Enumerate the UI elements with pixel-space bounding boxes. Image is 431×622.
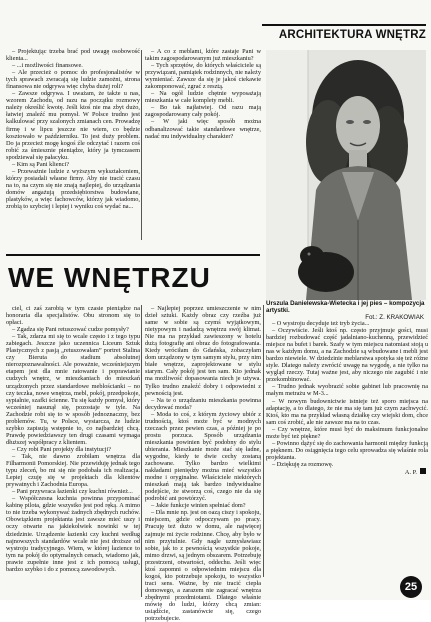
header-rule — [262, 24, 426, 26]
paragraph: – Trudno jednak wyobrazić sobie gabinet lub pracownię na małym metrażu w M-3... — [266, 383, 428, 398]
column-upper-left — [6, 48, 140, 240]
column-divider — [141, 50, 142, 240]
photo-credit: Fot.: Z. KRAKOWIAK — [365, 314, 424, 322]
paragraph: – Na ogół ludzie chętnie wyposażają mieszkania w całe komplety mebli. — [145, 90, 261, 105]
paragraph: – Bo tak najłatwiej. Od razu mają zagospodarowany cały pokój. — [145, 104, 261, 119]
paragraph: – W nowym budownictwie istnieje też sporo miejsca na adaptację, a to dlatego, że nie ma się tam już czym zachwycić. Ktoś, kto ma na przykład własną działkę czy wiejski dom, chce sam coś zrobić, ale nie zawsze ma na to czas. — [266, 397, 428, 426]
column-lower-right — [266, 320, 428, 582]
paragraph: – Przeważnie ludzie z wyższym wykształceniem, którzy posiadali własne firmy. Aby nie tracić czasu na to, na czym się nie znają najlepiej, do urządzania domów angażują przedsiębiorstwa budowlane, plastyków, a więc fachowców, którzy jak wiadomo, zrobią to szybciej i lepiej i wyniku coś wydać na... — [6, 167, 140, 211]
paragraph: – Tych sprzętów, do których właściciele są przywiązani, pamiątek rodzinnych, nie należy wymieniać. Zawsze da się je jakoś ciekawie zakomponować, zgrać z resztą. — [145, 62, 261, 91]
author-signature — [266, 468, 428, 476]
caption-text: Urszula Danielewska-Wietecka i jej pies – kompozycja artystki. — [266, 300, 425, 315]
column-lower-left — [6, 305, 140, 600]
section-header — [262, 22, 426, 44]
paragraph: ciel, ci zaś zarobią w tym czasie pieniądze na honoraria dla specjalistów. Obu stronom się to opłaci. — [6, 305, 140, 327]
section-title: ARCHITEKTURA WNĘTRZ — [278, 29, 426, 41]
column-divider — [141, 305, 142, 597]
paragraph: – O wystroju decyduje też tryb życia... — [272, 320, 370, 327]
paragraph: – Tak, nie dawno zrobiłam wnętrza dla Filharmonii Pomorskiej. Nie przewiduję jednak tego typu zleceń, bo mi się nie podobała ich realizacja. Lepiej czuję się w projektach dla klientów prywatnych i Zachodnia Europa. — [6, 452, 140, 489]
paragraph: – Kim są Pani klienci? — [12, 160, 70, 168]
paragraph: – Moda to coś, z którym życiowy ubiór z trudnością, ktoś może być w modnych rzeczach przez pewien czas, a później je po prostu porzuca. Sposób urządzania mieszkania powinien być podobny do stylu ubierania. Mieszkanie może stać się ładne, wygodne, kiedy te dwie cechy zostaną zachowane. Tylko bardzo wielkimi nakładami pieniędzy można mieć wszystko modne i oryginalne. Właściciele niektórych mieszkań mają tak bardzo indywidualne podejście, że stworzą coś, czego nie da się podrobić ani powtórzyć. — [145, 410, 261, 503]
paragraph: – Zawsze odgrywa. I uważam, że także u nas, wzorem Zachodu, od razu na początku rozmowy należy określić kwotę. Jeśli ktoś nie ma zbyt dużo, łatwiej znaleźć mu pomysł. W Polsce trudno jest kalkulować przy szalonych zmianach cen. Prowadzę firmę i w lipcu jeszcze nie wiem, co będzie kosztowało w październiku. To jest duży problem. Do ja przecież mogę kogoś źle odczytać i razem coś robić za śmiesznie pieniądze, który ja tymczasem spodziewał się pałacyku. — [6, 90, 140, 161]
photo-caption — [266, 300, 428, 322]
paragraph: – Najlepiej poprzez umieszczenie w nim dzieł sztuki. Każdy obraz czy rzeźba już same w sobie są czymś wyjątkowym, nietypowym i nadadzą wnętrzu swój klimat. Nie ma na przykład zawieszony w hotelu dużą fotografię ani obraz do fotografowania. Kiedy wróciłam do Gdańska, zobaczyłam dom urządzony w tym samym stylu, przy nim białe wnętrze, zaprojektowane w stylu starym. Cały pokój jest ten sam. Kto jednak ma możliwość dopasowania niech je używa. Tylko trudno znaleźć dobry i odpowiedni z pewnością jest. — [145, 305, 261, 397]
paragraph: – Czy wnętrze, które musi być do maksimum funkcjonalne może być też piękne? — [266, 425, 428, 440]
paragraph: – Pani przywraca łazienki czy kuchni również... — [12, 488, 133, 496]
paragraph: – Czy robi Pani projekty dla instytucji? — [12, 445, 111, 453]
paragraph: – Dziękuję za rozmowę. — [272, 460, 334, 468]
paragraph: – Powinno dążyć się do zachowania harmonii między funkcją a pięknem. Do osiągnięcia tego celu sprowadza się właśnie rola projektanta. — [266, 439, 428, 461]
headline: WE WNĘTRZU — [8, 262, 211, 293]
paragraph: – Na te o urządzaniu mieszkania powinna decydować moda? — [145, 396, 261, 411]
headline-rule — [6, 254, 260, 256]
portrait-photo — [266, 50, 426, 300]
column-divider — [263, 305, 264, 577]
paragraph: – Tak, zdarza mi się to wcale często i z tego typu zabiegach. Jeszcze jako uczennica Liceum Sztuk Plastycznych z pasją „retuszowałam” portret Stalina czy Bieruta do stadium absolutnej nierozpoznawalności. Ale poważnie, wcześniejszym etapem jest dla mnie ratowanie i poprawianie cudzych wnętrz, w mieszkaniach do mieszkań urządzonych przez standardowe meblościanki – no czy teczka, nowe wnętrza, mebl, pokój, przedpokoje, sypialnie, szafki ścienne. Tu się każdy pomysł, który wcześniej nasunął się, pozostaje w tyle. Na Zachodzie robi się to w sposób jednoznaczny, bez problemów. Tu, w Polsce, wystarcza, że ludzie szybko zapisują wstępnie to, co najbardziej chcą. Prawdę powiedziawszy ten drugi czasami wymaga dłuższej współpracy z klientem. — [6, 333, 140, 446]
paragraph: – W jaki więc sposób można odbanalizować takie standardowe wnętrze, nadać mu indywidualny charakter? — [145, 118, 261, 140]
paragraph: – Oczywiście. Jeśli ktoś np. często przyjmuje gości, musi bardziej rozbudować część jadalniano-kuchenną, przewidzieć miejsce na bufet i barek. Szafy w tym miejscu natomiast stoją u nas w każdym domu, a na Zachodzie są wbudowane i mebli jest bardzo niewiele. W dziedzinie meblarstwa spotyka się też różne style. Dlatego należy zwrócić uwagę na wygodę, a nie tylko na wygląd rzeczy. Tutaj ważne jest, aby niczego nie zagubić i nie przekombinować. — [266, 327, 428, 384]
paragraph: – Dla mnie np. jest on oazą ciszy i spokoju, miejscem, gdzie odpoczywam po pracy. Pracuję też dużo w domu, ale najwięcej zajmuje mi życie rodzinne. Chcę, aby było w nim przytulnie. Gdy nagle uzmysławiasz sobie, jak to z pewnością wszystkie pokoje, mimo drzwi, są jednym obszarem. Potrzebuję przestrzeni, otwartości, oddechu. Jeśli więc ktoś zapomni o odpowiednim miejscu dla kogoś, kto potrzebuje spokoju, to wszystko traci sens. Ważne, by nie tracić ciepła domowego, a zarazem nie zagracać wnętrza zbędnymi przedmiotami. Dlatego właśnie mówię do ludzi, którzy chcą zmian: usiądźcie, zastanówcie się, czego potrzebujecie. — [145, 509, 261, 622]
paragraph: – Współczesna kuchnia powinna przypominać kabinę pilota, gdzie wszystko jest pod ręką. A mimo to nie trzeba wykonywać żadnych zbędnych ruchów. Obowiązkiem projektanta jest zawsze mieć uszy i oczy otwarte na jakiekolwiek nowinki w tej dziedzinie. Urządzenie łazienki czy kuchni według najnowszych standardów wcale nie jest droższe od wystroju tradycyjnego. Wiem, w której łazience to tym na pokój do optymalnych cenach, wiadomo jak, prawie zupełnie inne jest z ich pomocą usługi, bardzo szybko i do z pomocą zawodowych. — [6, 495, 140, 573]
headline-block — [6, 254, 260, 300]
signature-text: A. P. — [404, 468, 417, 476]
page-number: 25 — [400, 576, 422, 598]
paragraph: – Jakie funkcje winien spełniać dom? — [151, 502, 246, 510]
portrait-illustration — [266, 50, 426, 300]
paragraph: – Projektując trzeba brać pod uwagę osobowość klienta... — [6, 48, 140, 63]
paragraph: – ...i możliwości finansowe. — [12, 62, 83, 70]
paragraph: – A co z meblami, które zastaje Pani w takim zagospodarowanym już mieszkaniu? — [145, 48, 261, 63]
column-lower-middle — [145, 305, 261, 622]
paragraph: – Ale przecież o pomoc do profesjonalistów w tych sprawach zwracają się ludzie zamożni, strona finansowa nie odgrywa więc chyba dużej roli? — [6, 69, 140, 91]
column-upper-middle — [145, 48, 261, 240]
end-of-article-mark — [420, 468, 426, 474]
paragraph: – Zgadza się Pani retuszować cudze pomysły? — [12, 326, 129, 334]
